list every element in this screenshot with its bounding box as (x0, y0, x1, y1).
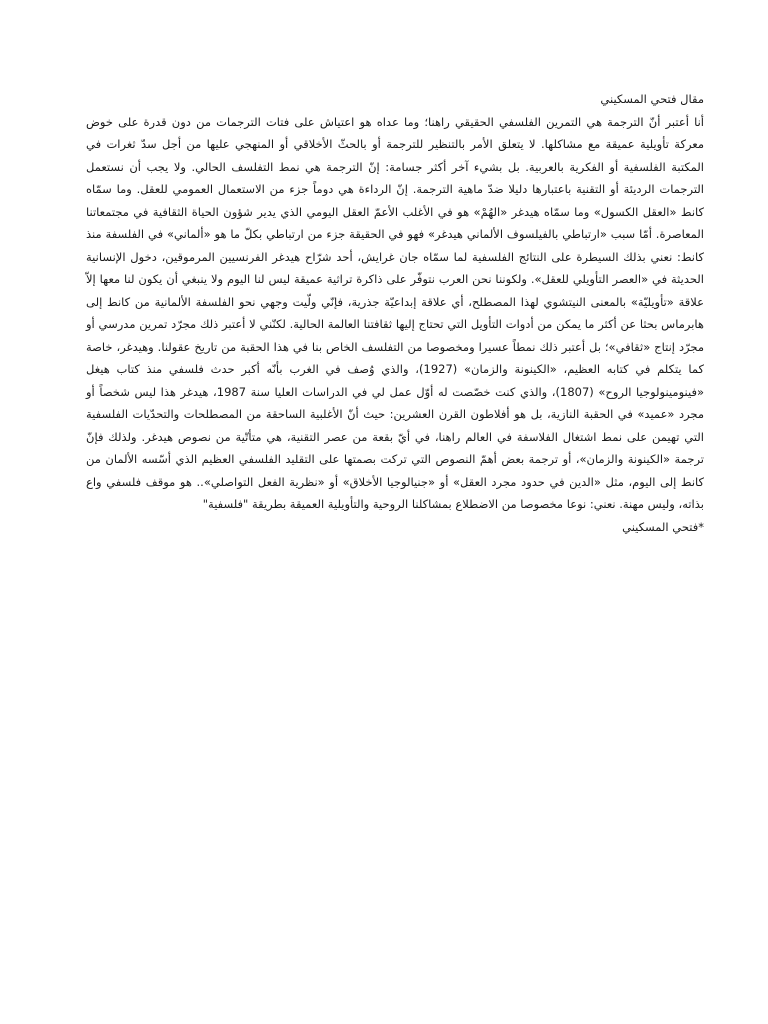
author-signature: *فتحي المسكيني (622, 519, 704, 534)
article-body: أنا أعتبر أنّ الترجمة هي التمرين الفلسفي الحقيقي راهنا؛ وما عداه هو اعتياش على فتات الترجمات من دون قدرة على خوض معركة تأويلية عميقة مع مشاكلها. لا يتعلق الأمر بالتنظير للترجمة أو بالحثّ الأخلاقي أو المنهجي عليها من أجل سدّ ثغرات في المكتبة الفلسفية أو الفكرية بالعربية. بل بشيء آخر أكثر جسامة: إنّ الترجمة هي نمط التفلسف الحالي. ولا يجب أن نستعمل الترجمات الرديئة أو التقنية باعتبارها دليلا ضدّ ماهية الترجمة. إنّ الرداءة هي دوماً جزء من الاستعمال العمومي للعقل. وما سمّاه كانط «العقل الكسول» وما سمّاه هيدغر «الهُمْ» هو في الأغلب الأعمّ العقل اليومي الذي يدير شؤون الحياة الثقافية في مجتمعاتنا المعاصرة. أمّا سبب «ارتباطي بالفيلسوف الألماني هيدغر» فهو في الحقيقة جزء من ارتباطي بكلّ ما هو «ألماني» في الفلسفة منذ كانط: نعني بذلك السيطرة على النتائج الفلسفية لما سمّاه جان غرايش، أحد شرّاح هيدغر الفرنسيين المرموقين، دخول الإنسانية الحديثة في «العصر التأويلي للعقل». ولكوننا نحن العرب نتوفّر على ذاكرة تراثية عميقة ليس لنا اليوم ولا ينبغي أن يكون لنا معها إلاّ علاقة «تأويليّة» بالمعنى النيتشوي لهذا المصطلح، أي علاقة إبداعيّة جذرية، فإنّي ولّيت وجهي نحو الفلسفة الألمانية من كانط إلى هابرماس بحثا عن أكثر ما يمكن من أدوات التأويل التي تحتاج إليها ثقافتنا العالمة الحالية. لكنّني لا أعتبر ذلك مجرّد تمرين مدرسي أو مجرّد إنتاج «ثقافي»؛ بل أعتبر ذلك نمطاً عسيرا ومخصوصا من التفلسف الخاص بنا في هذا الحقبة من تاريخ عقولنا. وهيدغر، خاصة كما يتكلم في كتابه العظيم، «الكينونة والزمان» (1927)، والذي وُصف في الغرب بأنّه أكبر حدث فلسفي منذ كتاب هيغل «فينومينولوجيا الروح» (1807)، والذي كنت خصّصت له أوّل عمل لي في الدراسات العليا سنة 1987، هيدغر هذا ليس شخصاً أو مجرد «عميد» في الحقبة النازية، بل هو أفلاطون القرن العشرين: حيث أنّ الأغلبية الساحقة من المصطلحات والتحدّيات الفلسفية التي تهيمن على نمط اشتغال الفلاسفة في العالم راهنا، في أيّ بقعة من عصر التقنية، هي متأتّية من نصوص هيدغر. ولذلك فإنّ ترجمة «الكينونة والزمان»، أو ترجمة بعض أهمّ النصوص التي تركت بصمتها على التقليد الفلسفي العظيم الذي أسّسه الألمان من كانط إلى اليوم، مثل «الدين في حدود مجرد العقل» أو «جنيالوجيا الأخلاق» أو «نظرية الفعل التواصلي».. هو موقف فلسفي واع بذاته، وليس مهنة. نعني: نوعا مخصوصا من الاضطلاع بمشاكلنا الروحية والتأويلية العميقة بطريقة "فلسفية" (86, 114, 704, 511)
article-title: مقال فتحي المسكيني (600, 92, 704, 106)
article (86, 88, 704, 538)
